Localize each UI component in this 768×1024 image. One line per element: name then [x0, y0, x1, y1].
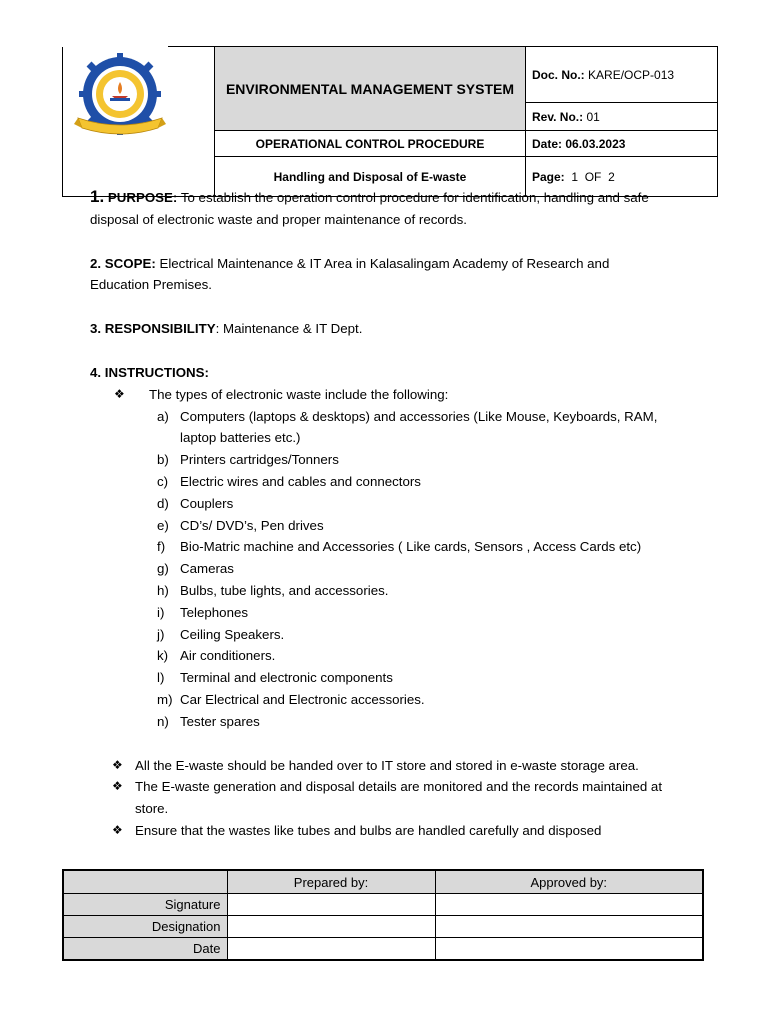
list-item-text: Couplers: [180, 495, 234, 511]
list-item-text: Printers cartridges/Tonners: [180, 452, 339, 468]
purpose-text: To establish the operation control procedure for identification, handling and safe disposal of electronic waste and proper maintenance of records.: [90, 190, 649, 227]
list-item: [90, 558, 660, 580]
prepared-by-header: Prepared by:: [227, 870, 435, 894]
scope-heading: 2. SCOPE:: [90, 255, 156, 271]
list-item-text: Car Electrical and Electronic accessories.: [180, 691, 425, 707]
types-intro: [90, 384, 660, 406]
purpose-number: 1.: [90, 187, 105, 206]
ewaste-type-list: [90, 406, 660, 733]
list-item-text: Air conditioners.: [180, 648, 276, 664]
list-item-letter: h): [157, 582, 169, 598]
signature-table: [62, 869, 704, 961]
list-item: [90, 602, 660, 624]
list-item-text: Tester spares: [180, 713, 260, 729]
approved-designation-cell[interactable]: [435, 916, 703, 938]
blank-header-cell: [63, 870, 227, 894]
list-item-text: Electric wires and cables and connectors: [180, 473, 421, 489]
list-item-text: Terminal and electronic components: [180, 670, 393, 686]
page-total: 2: [608, 169, 615, 184]
signature-table-header: [63, 870, 703, 894]
approved-signature-cell[interactable]: [435, 894, 703, 916]
purpose-paragraph: [90, 186, 660, 231]
list-item-letter: d): [157, 495, 169, 511]
diamond-bullet-icon: ❖: [112, 757, 123, 772]
list-item-letter: i): [157, 604, 165, 620]
list-item-text: Telephones: [180, 604, 249, 620]
instruction-bullet-text: All the E-waste should be handed over to IT store and stored in e-waste storage area.: [135, 757, 639, 773]
doc-no-cell: [526, 47, 718, 103]
instruction-bullet-text: Ensure that the wastes like tubes and bulbs are handled carefully and disposed: [135, 822, 602, 838]
list-item-text: Cameras: [180, 561, 234, 577]
rev-no-value: 01: [586, 109, 600, 124]
list-item: [90, 406, 660, 450]
table-row: [63, 894, 703, 916]
responsibility-paragraph: [90, 318, 660, 340]
page-current: 1: [571, 169, 579, 184]
list-item: [90, 471, 660, 493]
list-item: [90, 711, 660, 733]
header-corner-gap: [61, 45, 168, 47]
instruction-bullet: [90, 820, 665, 842]
doc-no-label: Doc. No.:: [532, 67, 585, 82]
purpose-heading: PURPOSE:: [107, 190, 178, 205]
list-item-letter: a): [157, 408, 169, 424]
list-item-letter: m): [157, 691, 173, 707]
diamond-bullet-icon: ❖: [112, 779, 123, 794]
list-item: [90, 624, 660, 646]
list-item-letter: n): [157, 713, 169, 729]
table-row: [63, 916, 703, 938]
document-body: [90, 186, 663, 842]
diamond-bullet-icon: ❖: [112, 822, 123, 837]
list-item: [90, 645, 660, 667]
instruction-bullet-text: The E-waste generation and disposal details are monitored and the records maintained at store.: [135, 779, 663, 817]
list-item-letter: j): [157, 626, 165, 642]
approved-date-cell[interactable]: [435, 938, 703, 961]
list-item-letter: b): [157, 452, 169, 468]
prepared-date-cell[interactable]: [227, 938, 435, 961]
list-item: [90, 689, 660, 711]
list-item-text: Bulbs, tube lights, and accessories.: [180, 582, 389, 598]
list-item: [90, 667, 660, 689]
row-label: Designation: [63, 916, 227, 938]
list-item-letter: k): [157, 648, 169, 664]
list-item-text: Bio-Matric machine and Accessories ( Like cards, Sensors , Access Cards etc): [180, 539, 642, 555]
document-title: Handling and Disposal of E-waste: [215, 157, 526, 197]
responsibility-heading: 3. RESPONSIBILITY: [90, 321, 216, 337]
date-label: Date:: [532, 136, 563, 151]
system-title: ENVIRONMENTAL MANAGEMENT SYSTEM: [215, 47, 526, 131]
table-row: [63, 938, 703, 961]
diamond-bullet-icon: ❖: [114, 386, 125, 401]
page-label: Page:: [532, 169, 565, 184]
instructions-heading-label: 4. INSTRUCTIONS:: [90, 364, 209, 380]
date-value: 06.03.2023: [565, 136, 626, 151]
row-label: Date: [63, 938, 227, 961]
university-logo: [72, 52, 168, 142]
instructions-heading: [90, 362, 660, 384]
prepared-designation-cell[interactable]: [227, 916, 435, 938]
rev-no-cell: [526, 103, 718, 131]
list-item: [90, 449, 660, 471]
list-item-letter: g): [157, 561, 169, 577]
page-of: OF: [584, 169, 602, 184]
row-label: Signature: [63, 894, 227, 916]
list-item-text: Ceiling Speakers.: [180, 626, 285, 642]
list-item-letter: e): [157, 517, 169, 533]
list-item-text: CD’s/ DVD’s, Pen drives: [180, 517, 324, 533]
list-item: [90, 536, 660, 558]
procedure-subtitle: OPERATIONAL CONTROL PROCEDURE: [215, 131, 526, 157]
approved-by-header: Approved by:: [435, 870, 703, 894]
list-item-letter: l): [157, 670, 165, 686]
rev-no-label: Rev. No.:: [532, 109, 584, 124]
date-cell: [526, 131, 718, 157]
scope-paragraph: [90, 253, 660, 297]
instruction-bullet: [90, 776, 665, 820]
list-item: [90, 515, 660, 537]
list-item-letter: c): [157, 473, 169, 489]
list-item: [90, 580, 660, 602]
list-item-text: Computers (laptops & desktops) and accessories (Like Mouse, Keyboards, RAM, laptop batteries etc.): [180, 408, 658, 446]
list-item-letter: f): [157, 539, 166, 555]
types-intro-text: The types of electronic waste include the following:: [149, 386, 449, 402]
prepared-signature-cell[interactable]: [227, 894, 435, 916]
instruction-bullet: [90, 755, 665, 777]
list-item: [90, 493, 660, 515]
doc-no-value: KARE/OCP-013: [588, 67, 675, 82]
responsibility-text: : Maintenance & IT Dept.: [215, 321, 363, 337]
scope-text: Electrical Maintenance & IT Area in Kalasalingam Academy of Research and Education Premises.: [90, 255, 610, 293]
